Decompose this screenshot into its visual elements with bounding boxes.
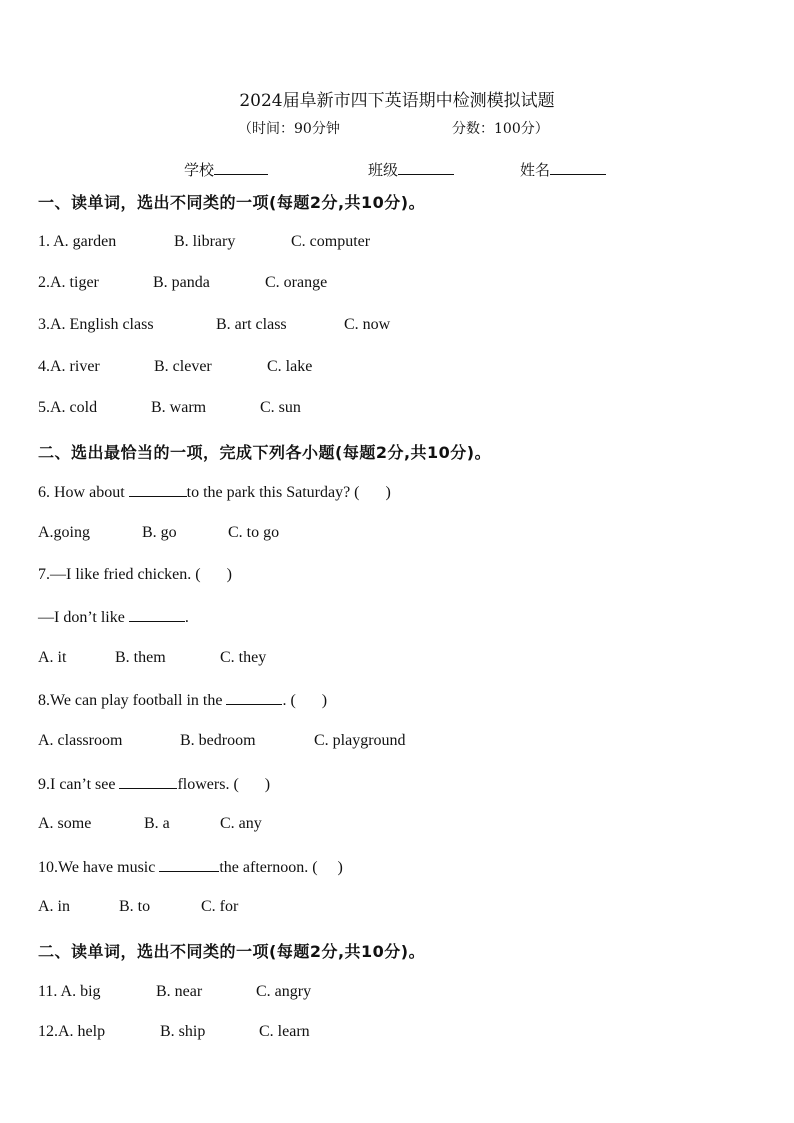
q2-option-b: B. panda bbox=[153, 274, 210, 291]
q7-close-paren: ) bbox=[226, 566, 232, 583]
q8-option-b: B. bedroom bbox=[180, 732, 256, 749]
school-blank[interactable] bbox=[214, 160, 268, 175]
q8-option-c: C. playground bbox=[314, 732, 406, 749]
q8-close-paren: ) bbox=[321, 692, 328, 709]
q7-blank[interactable] bbox=[129, 607, 185, 622]
q3-option-b: B. art class bbox=[216, 316, 287, 333]
q8-stem-text-2: . ( bbox=[282, 692, 296, 709]
section-3-heading: 二、读单词，选出不同类的一项(每题2分,共10分)。 bbox=[38, 942, 426, 961]
q7-stem-text: 7.—I like fried chicken. ( bbox=[38, 566, 201, 583]
question-9-stem bbox=[38, 774, 270, 794]
q5-option-b: B. warm bbox=[151, 399, 207, 416]
question-6-stem bbox=[38, 482, 391, 502]
q9-option-c: C. any bbox=[220, 815, 262, 832]
q9-option-b: B. a bbox=[144, 815, 170, 832]
q6-blank[interactable] bbox=[129, 482, 187, 497]
q10-option-b: B. to bbox=[119, 898, 151, 915]
class-field bbox=[368, 159, 454, 180]
name-field bbox=[520, 159, 606, 180]
q1-option-b: B. library bbox=[174, 233, 236, 250]
q5-option-a: 5.A. cold bbox=[38, 399, 98, 416]
q12-option-c: C. learn bbox=[259, 1023, 310, 1040]
q8-option-a: A. classroom bbox=[38, 732, 123, 749]
q9-blank[interactable] bbox=[119, 774, 177, 789]
name-label: 姓名 bbox=[520, 161, 551, 179]
q7-option-b: B. them bbox=[115, 649, 166, 666]
q2-option-c: C. orange bbox=[265, 274, 328, 291]
school-field bbox=[184, 159, 268, 180]
q7-option-c: C. they bbox=[220, 649, 267, 666]
q11-option-b: B. near bbox=[156, 983, 203, 1000]
q6-option-c: C. to go bbox=[228, 524, 280, 541]
page-title: 2024届阜新市四下英语期中检测模拟试题 bbox=[239, 91, 555, 111]
q12-option-a: 12.A. help bbox=[38, 1023, 106, 1040]
q6-stem-text: 6. How about bbox=[38, 484, 129, 501]
q12-option-b: B. ship bbox=[160, 1023, 206, 1040]
q9-stem-text-2: flowers. ( bbox=[177, 776, 239, 793]
question-7-response bbox=[38, 607, 189, 627]
q1-option-c: C. computer bbox=[291, 233, 371, 250]
q11-option-a: 11. A. big bbox=[38, 983, 101, 1000]
q4-option-b: B. clever bbox=[154, 358, 212, 375]
q9-close-paren: ) bbox=[264, 776, 271, 793]
q3-option-c: C. now bbox=[344, 316, 391, 333]
section-1-heading: 一、读单词，选出不同类的一项(每题2分,共10分)。 bbox=[38, 193, 426, 212]
school-label: 学校 bbox=[184, 161, 215, 179]
question-7-stem bbox=[38, 566, 232, 584]
q9-option-a: A. some bbox=[38, 815, 92, 832]
q7-option-a: A. it bbox=[38, 649, 67, 666]
q4-option-a: 4.A. river bbox=[38, 358, 100, 375]
q10-stem-text-2: the afternoon. ( bbox=[219, 859, 318, 876]
q6-stem-text-2: to the park this Saturday? ( bbox=[186, 484, 360, 501]
q4-option-c: C. lake bbox=[267, 358, 313, 375]
q6-option-b: B. go bbox=[142, 524, 177, 541]
class-blank[interactable] bbox=[398, 160, 454, 175]
q1-option-a: 1. A. garden bbox=[38, 233, 117, 250]
q8-stem-text: 8.We can play football in the bbox=[38, 692, 227, 709]
q10-blank[interactable] bbox=[159, 857, 219, 872]
q6-option-a: A.going bbox=[38, 524, 90, 541]
q10-stem-text: 10.We have music bbox=[38, 859, 160, 876]
class-label: 班级 bbox=[368, 161, 399, 179]
q5-option-c: C. sun bbox=[260, 399, 301, 416]
q11-option-c: C. angry bbox=[256, 983, 312, 1000]
q7-response-period: . bbox=[184, 609, 189, 626]
question-10-stem bbox=[38, 857, 343, 877]
exam-score: 分数：100分） bbox=[452, 121, 549, 137]
q9-stem-text: 9.I can’t see bbox=[38, 776, 120, 793]
q6-close-paren: ) bbox=[385, 484, 391, 501]
exam-time: （时间：90分钟 bbox=[238, 121, 340, 137]
q8-blank[interactable] bbox=[226, 690, 282, 705]
q2-option-a: 2.A. tiger bbox=[38, 274, 99, 291]
q3-option-a: 3.A. English class bbox=[38, 316, 154, 333]
question-8-stem bbox=[38, 690, 327, 710]
q7-response-text: —I don’t like bbox=[38, 609, 129, 626]
name-blank[interactable] bbox=[550, 160, 606, 175]
q10-option-c: C. for bbox=[201, 898, 239, 915]
q10-close-paren: ) bbox=[337, 859, 343, 876]
section-2-heading: 二、选出最恰当的一项，完成下列各小题(每题2分,共10分)。 bbox=[38, 443, 492, 462]
q10-option-a: A. in bbox=[38, 898, 70, 915]
